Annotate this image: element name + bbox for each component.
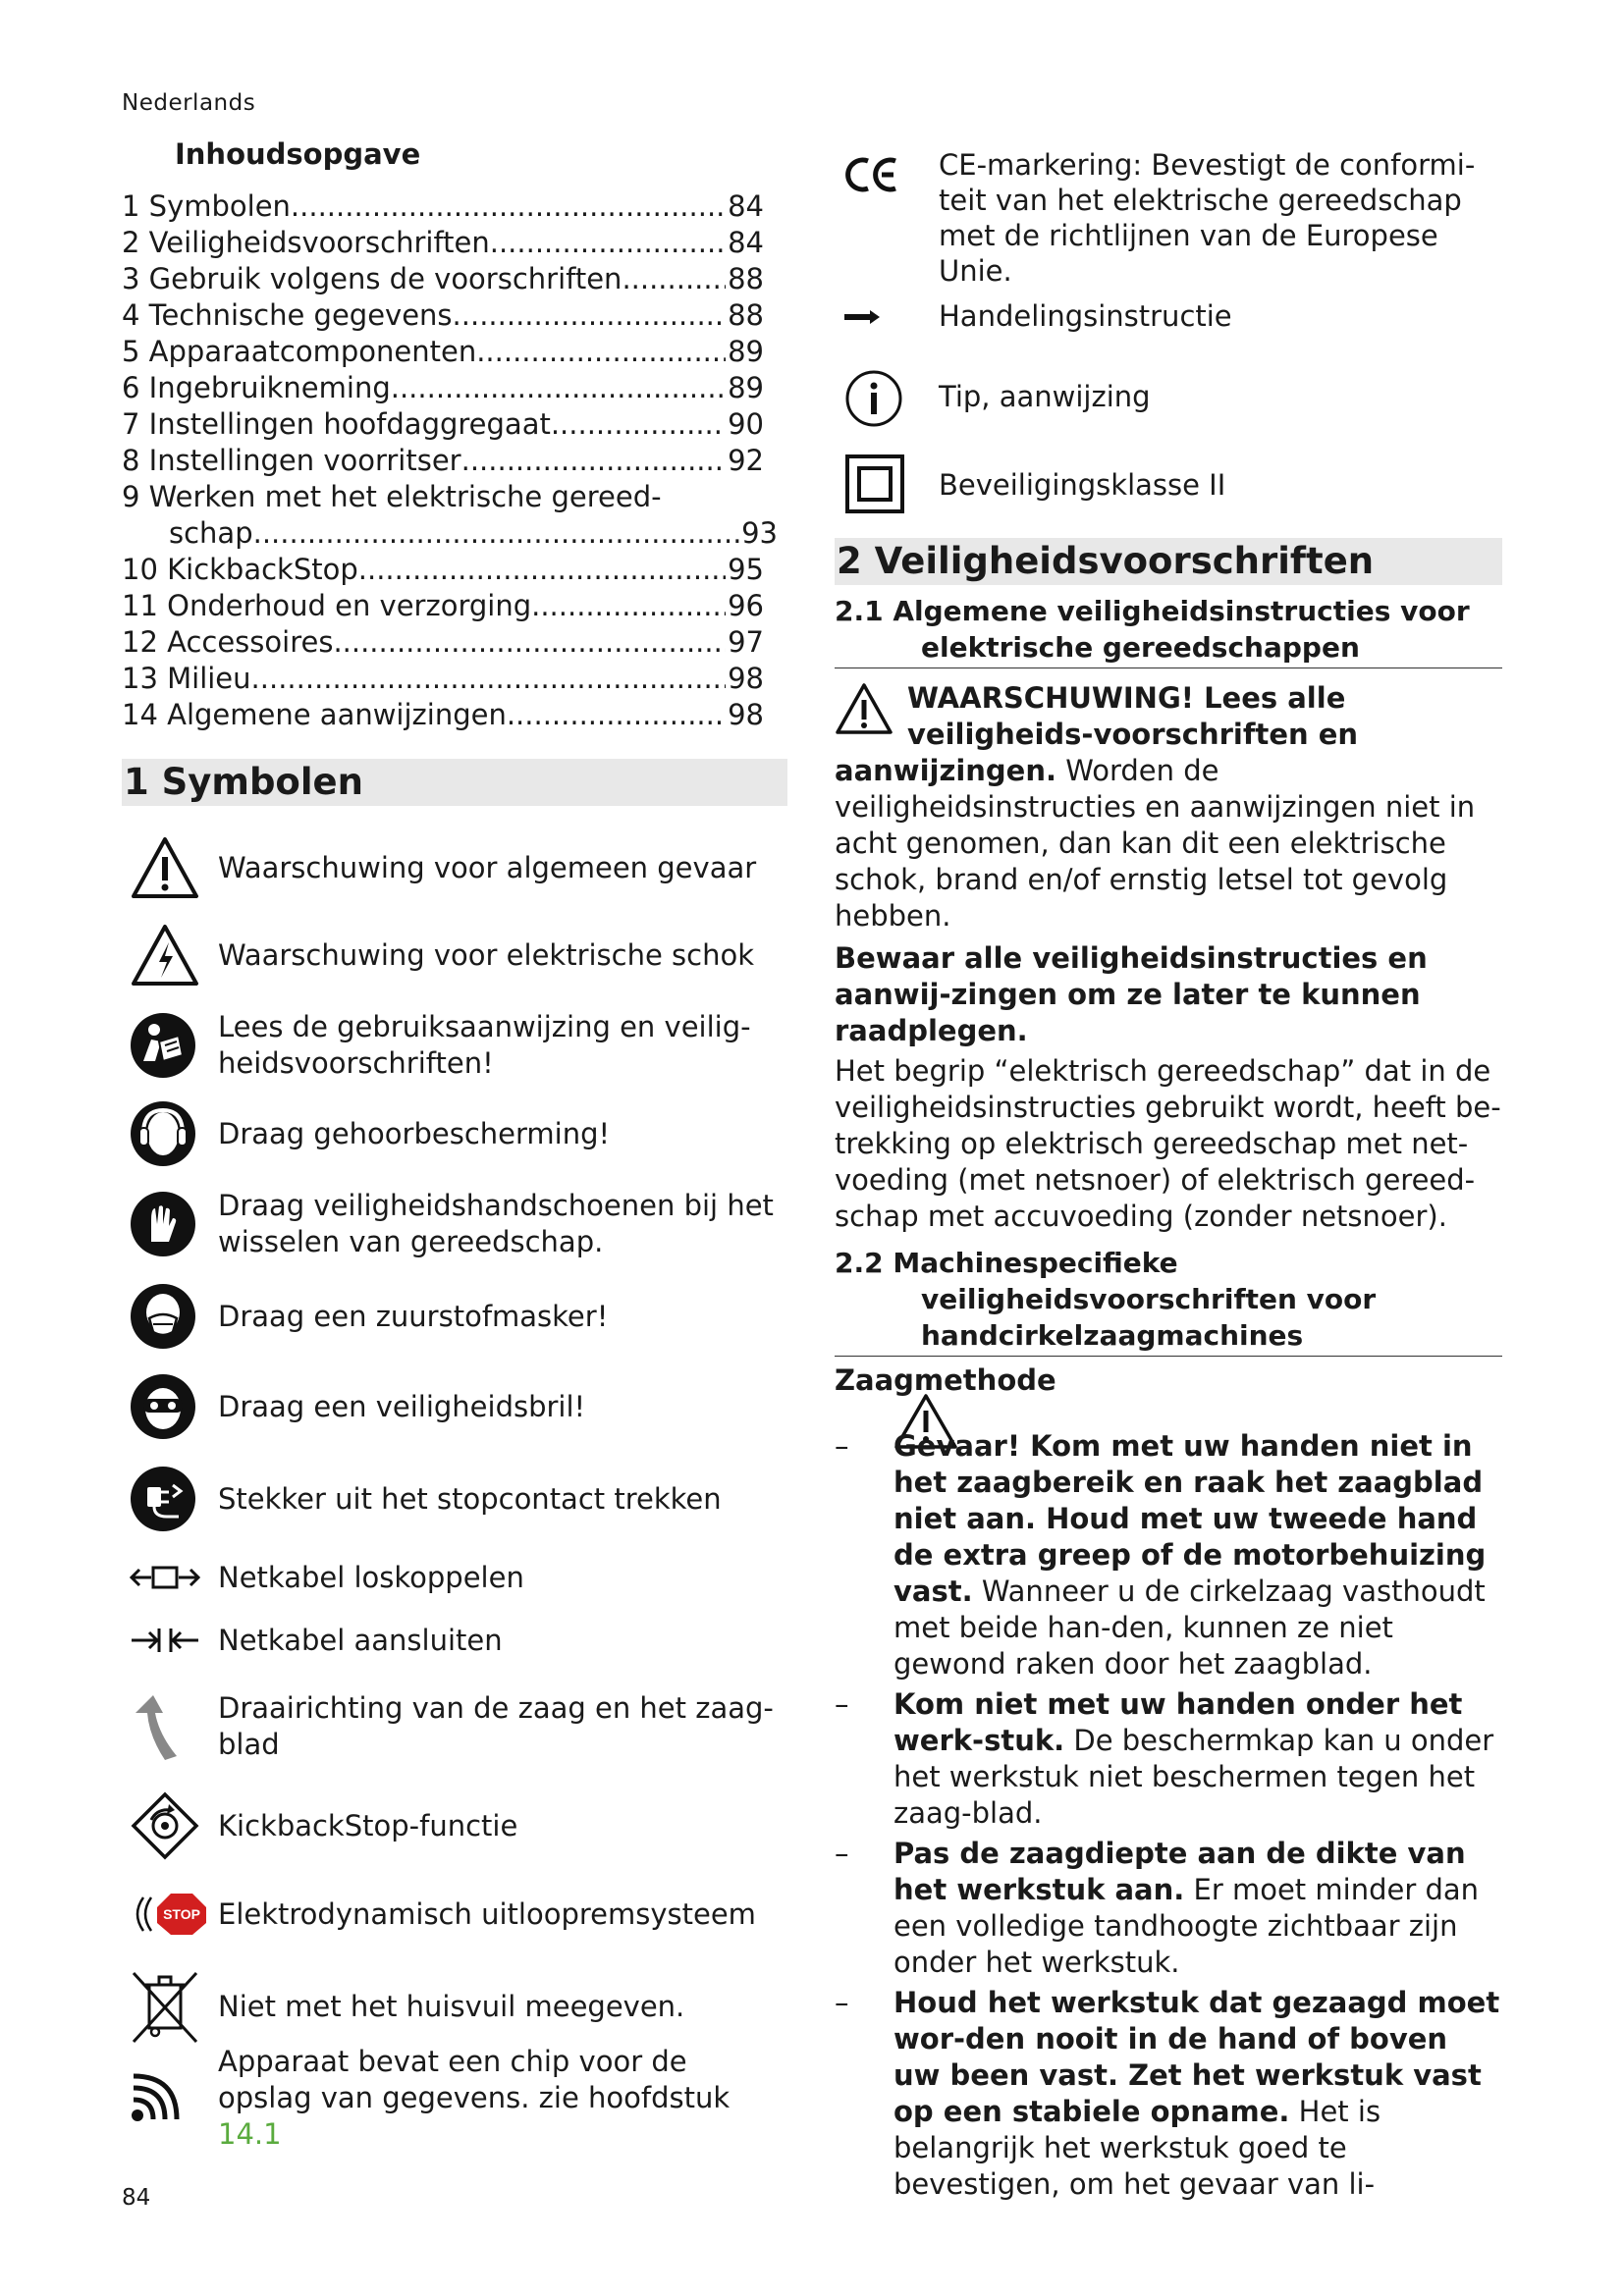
info-icon	[844, 369, 903, 428]
toc-entry-page: 93	[741, 516, 778, 550]
symbol-row	[122, 910, 787, 1000]
list-item: – Kom niet met uw handen onder het werk-stuk. De beschermkap kan u onder het werkstuk niet beschermen tegen het zaag-blad.	[835, 1687, 1494, 1830]
toc-entry-text: 4 Technische gegevens	[122, 298, 453, 332]
toc-entry-text: 10 KickbackStop	[122, 553, 358, 586]
symbol-text: Tip, aanwijzing	[939, 380, 1151, 413]
warning-triangle-icon	[130, 835, 200, 900]
keep-instructions-paragraph: Bewaar alle veiligheidsinstructies en aanwij-zingen om ze later te kunnen raadplegen.	[835, 941, 1428, 1047]
unplug-icon	[130, 1466, 196, 1532]
chip-wireless-icon	[130, 2072, 181, 2123]
toc-entry[interactable]	[122, 334, 764, 370]
toc-entry-page: 95	[728, 553, 764, 586]
toc-entry[interactable]	[122, 661, 764, 697]
stop-sign-label: STOP	[163, 1906, 200, 1922]
list-item: – Gevaar! Kom met uw handen niet in het zaagbereik en raak het zaagblad niet aan. Houd met uw tweede hand de extra greep of de motorbehuizing vast. Wanneer u de cirkelzaag vasthoudt met beide han-den, kunnen ze niet gewond raken door het zaagblad.	[835, 1429, 1487, 1681]
toc-entry[interactable]	[122, 552, 764, 588]
crossed-bin-icon	[130, 1967, 200, 2046]
symbol-text: Draairichting van de zaag en het zaag-blad	[218, 1691, 774, 1761]
toc-entry-page: 89	[728, 335, 764, 368]
symbol-text: Apparaat bevat een chip voor de opslag van gegevens. zie hoofdstuk 14.1	[218, 2044, 731, 2151]
list-item: – Pas de zaagdiepte aan de dikte van het werkstuk aan. Er moet minder dan een volledige tandhoogte zichtbaar zijn onder het werkstuk.	[835, 1837, 1480, 1979]
symbol-text: Stekker uit het stopcontact trekken	[218, 1481, 722, 1516]
toc-entry[interactable]	[122, 370, 764, 406]
toc-entry-page: 89	[728, 371, 764, 404]
warning-triangle-icon	[835, 682, 893, 735]
symbol-text: Draag veiligheidshandschoenen bij het wisselen van gereedschap.	[218, 1189, 774, 1258]
symbol-row	[122, 1672, 787, 1782]
warning-paragraph: WAARSCHUWING! Lees alle veiligheids-voorschriften en aanwijzingen. Worden de veiligheidsinstructies en aanwijzingen niet in acht genomen, dan kan dit een elektrische schok, brand en/of ernstig letsel tot gevolg hebben.	[835, 681, 1476, 933]
subsection-heading-2-2: 2.2 Machinespecifieke veiligheidsvoorschriften voor handcirkelzaagmachines	[835, 1245, 1502, 1357]
symbol-row	[122, 1609, 787, 1672]
rotation-direction-icon	[130, 1691, 189, 1762]
toc-entry-text: 13 Milieu	[122, 662, 251, 695]
toc-entry-page: 97	[728, 625, 764, 659]
symbol-row	[835, 454, 1502, 528]
symbol-row	[122, 1782, 787, 1870]
toc-entry[interactable]	[122, 479, 764, 515]
toc-entry[interactable]	[122, 406, 764, 443]
dust-mask-icon	[130, 1283, 196, 1350]
right-column	[835, 147, 1502, 2203]
symbol-row	[122, 1000, 787, 1091]
toc-entry[interactable]	[122, 697, 764, 733]
toc-entry-page: 98	[728, 662, 764, 695]
symbol-text: Handelingsinstructie	[939, 299, 1232, 333]
symbol-row	[122, 826, 787, 910]
symbol-text: Draag een veiligheidsbril!	[218, 1389, 586, 1423]
list-item: – Houd het werkstuk dat gezaagd moet wor-den nooit in de hand of boven uw been vast. Zet het werkstuk vast op een stabiele opname. Het is belangrijk het werkstuk goed te bevestigen, om het gevaar van li-	[835, 1986, 1500, 2201]
toc-entry-text: 14 Algemene aanwijzingen	[122, 698, 507, 731]
symbol-text: Netkabel loskoppelen	[218, 1560, 524, 1594]
safety-goggles-icon	[130, 1373, 196, 1440]
symbol-row	[122, 1958, 787, 2055]
symbol-text: Lees de gebruiksaanwijzing en veilig-heidsvoorschriften!	[218, 1010, 751, 1080]
symbol-row	[122, 2044, 787, 2151]
electric-shock-warning-icon	[130, 923, 200, 988]
toc-entry-page: 84	[728, 189, 764, 223]
left-column	[122, 137, 787, 2151]
toc-entry[interactable]	[122, 188, 764, 225]
brake-stop-icon	[130, 1890, 214, 1939]
toc-entry[interactable]	[122, 588, 764, 624]
toc-entry-page: 84	[728, 226, 764, 259]
symbol-row	[122, 1271, 787, 1362]
safety-items-list	[835, 1428, 1502, 2203]
toc-entry-text: 5 Apparaatcomponenten	[122, 335, 477, 368]
toc-entry[interactable]	[122, 443, 764, 479]
toc-entry[interactable]	[122, 624, 764, 661]
symbol-row	[835, 369, 1502, 454]
page-number: 84	[122, 2185, 151, 2211]
section-heading-symbols: 1 Symbolen	[122, 759, 787, 806]
toc-entry-text: 12 Accessoires	[122, 625, 334, 659]
symbol-text: Draag gehoorbescherming!	[218, 1116, 611, 1150]
subsection-heading-2-1: 2.1 Algemene veiligheidsinstructies voor elektrische gereedschappen	[835, 593, 1502, 668]
toc-entry-page: 88	[728, 298, 764, 332]
kickbackstop-icon	[130, 1790, 200, 1861]
symbol-text: CE-markering: Bevestigt de conformi-teit van het elektrische gereedschap met de richtlijnen van de Europese Unie.	[939, 148, 1476, 288]
toc-entry-text: 2 Veiligheidsvoorschriften	[122, 226, 490, 259]
toc-entry[interactable]	[122, 225, 764, 261]
toc-title: Inhoudsopgave	[175, 137, 421, 171]
symbol-row	[122, 1177, 787, 1271]
read-manual-icon	[130, 1012, 196, 1079]
protection-class-2-icon	[844, 454, 905, 514]
toc-entry-text: schap	[169, 516, 253, 550]
symbol-row	[122, 1362, 787, 1452]
section-heading-safety: 2 Veiligheidsvoorschriften	[835, 538, 1502, 585]
symbol-row	[835, 298, 1502, 357]
symbol-row	[122, 1546, 787, 1609]
ear-protection-icon	[130, 1100, 196, 1167]
symbol-text: KickbackStop-functie	[218, 1808, 518, 1842]
table-of-contents	[122, 188, 787, 733]
symbol-text: Draag een zuurstofmasker!	[218, 1299, 609, 1333]
toc-entry-text: 8 Instellingen voorritser	[122, 444, 461, 477]
chapter-link[interactable]: 14.1	[218, 2116, 282, 2151]
symbol-text: Waarschuwing voor elektrische schok	[218, 937, 755, 972]
ce-mark-icon	[844, 155, 899, 194]
toc-entry-page: 96	[728, 589, 764, 622]
toc-entry-page: 88	[728, 262, 764, 295]
safety-gloves-icon	[130, 1191, 196, 1257]
symbol-row	[122, 1870, 787, 1958]
toc-entry-page: 90	[728, 407, 764, 441]
toc-entry[interactable]	[122, 261, 764, 297]
symbol-text: Waarschuwing voor algemeen gevaar	[218, 850, 757, 884]
symbol-text: Beveiligingsklasse II	[939, 468, 1226, 502]
toc-entry-text: 11 Onderhoud en verzorging	[122, 589, 532, 622]
toc-entry-continuation[interactable]	[122, 515, 778, 552]
cable-connect-icon	[130, 1626, 200, 1655]
symbol-text: Netkabel aansluiten	[218, 1623, 503, 1657]
page-language: Nederlands	[122, 90, 256, 116]
toc-entry-page: 98	[728, 698, 764, 731]
symbol-text: Elektrodynamisch uitloopremsysteem	[218, 1896, 756, 1931]
toc-entry-text: 1 Symbolen	[122, 189, 291, 223]
symbol-row	[122, 1452, 787, 1546]
symbol-list	[122, 826, 787, 2151]
toc-entry-text: 3 Gebruik volgens de voorschriften	[122, 262, 623, 295]
toc-entry-page: 92	[728, 444, 764, 477]
toc-entry[interactable]	[122, 297, 764, 334]
toc-entry-text: 9 Werken met het elektrische gereed-	[122, 480, 662, 513]
toc-entry-text: 7 Instellingen hoofdaggregaat	[122, 407, 551, 441]
toc-entry-text: 6 Ingebruikneming	[122, 371, 391, 404]
method-heading: Zaagmethode	[835, 1363, 1056, 1397]
term-definition-paragraph: Het begrip “elektrisch gereedschap” dat in de veiligheidsinstructies gebruikt wordt, heeft be-trekking op elektrisch gereedschap met net-voeding (met netsnoer) of elektrisch gereed-schap met accuvoeding (zonder netsnoer).	[835, 1054, 1501, 1233]
symbol-row	[835, 147, 1502, 294]
cable-disconnect-icon	[130, 1563, 200, 1592]
symbol-text: Niet met het huisvuil meegeven.	[218, 1989, 685, 2023]
symbol-row	[122, 1091, 787, 1177]
arrow-instruction-icon	[844, 310, 880, 324]
